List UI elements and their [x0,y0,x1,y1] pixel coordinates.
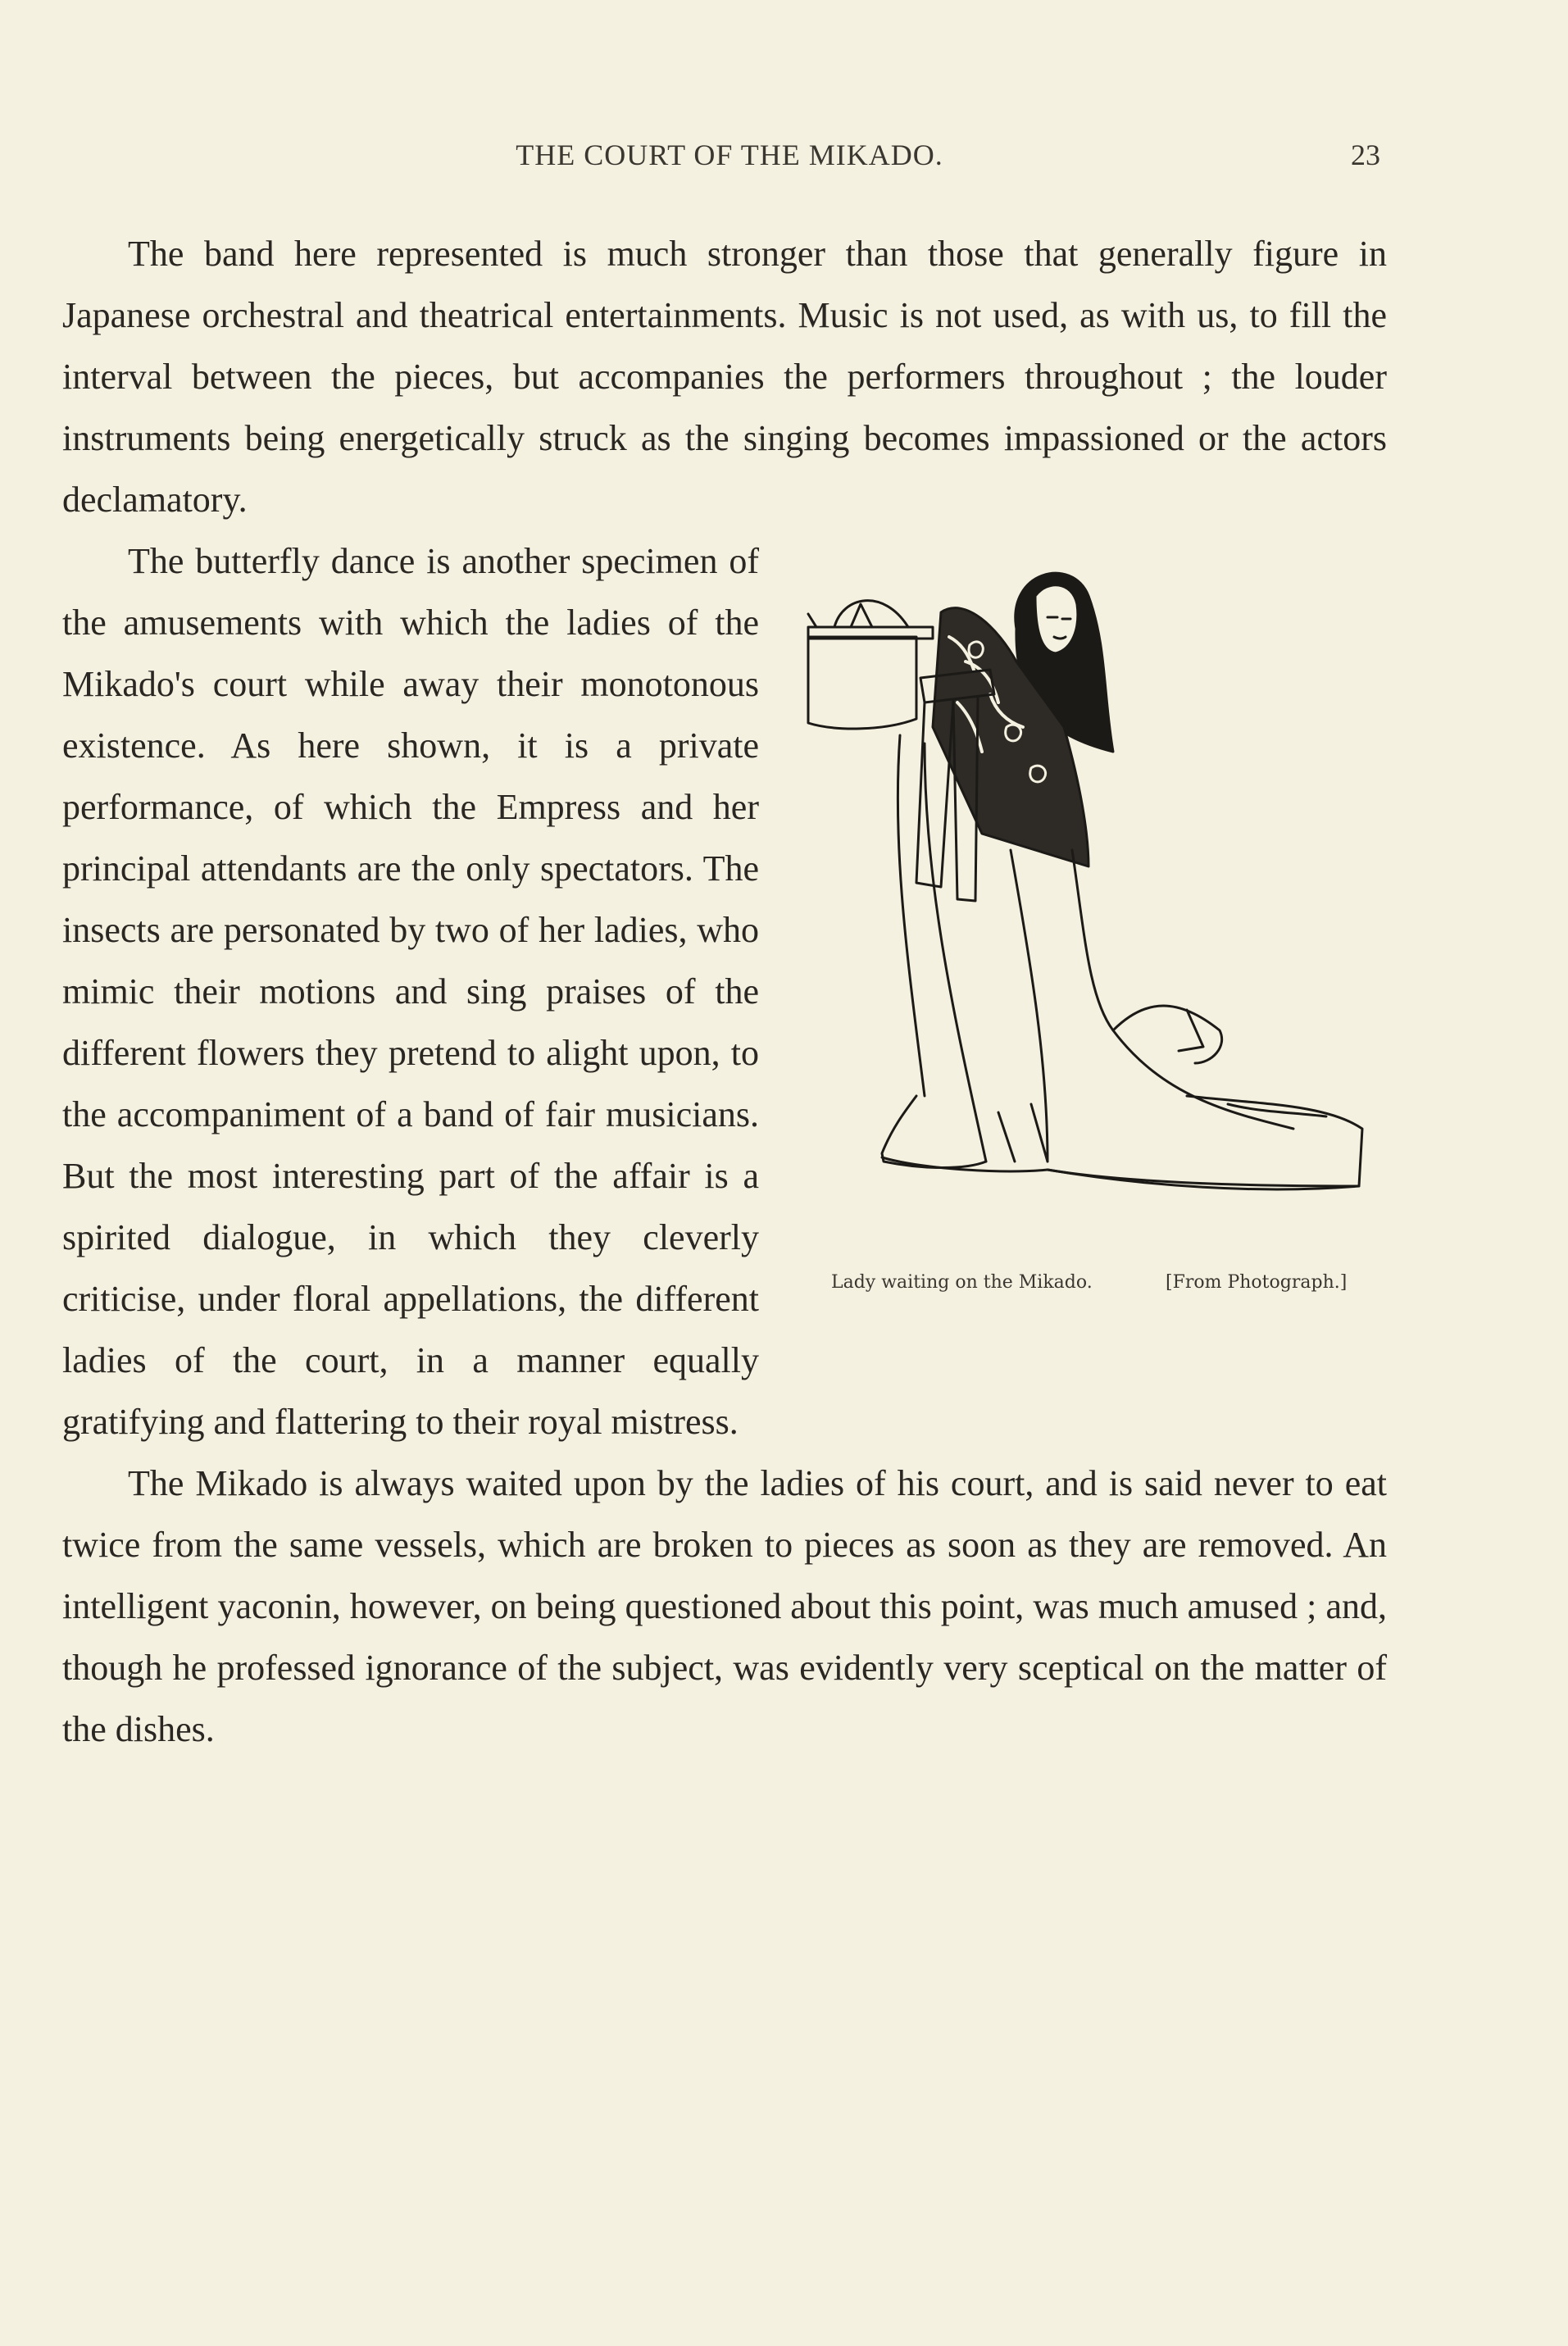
paragraph-band: The band here represented is much stronger than those that generally figure in Japanese orchestral and theatrical entertainments. Music is not used, as with us, to fill the interval between the pieces, but accompanies the performers throughout ; the louder instruments being energetically struck as the singing becomes impassioned or the actors declamatory. [62,234,1387,520]
caption-text: Lady waiting on the Mikado. [831,1272,1093,1293]
lady-illustration-image [802,539,1392,1293]
page-number: 23 [1351,139,1380,171]
running-title: THE COURT OF THE MIKADO. [516,139,943,171]
caption-credit: [From Photograph.] [1166,1272,1348,1293]
body-text [62,223,1387,1760]
paragraph-mikado: The Mikado is always waited upon by the ladies of his court, and is said never to eat twice from the same vessels, which are broken to pieces as soon as they are removed. An intelligent yaconin, however, on being questioned about this point, was much amused ; and, though he professed ignorance of the subject, was evidently very sceptical on the matter of the dishes. [62,1463,1387,1749]
running-head [0,138,1568,177]
figure-lady-waiting [802,539,1392,1358]
paragraph-butterfly: The butterfly dance is another specimen of the amusements with which the ladies of the Mikado's court while away their monotonous existence. As here shown, it is a private performance, of which the Empress and her principal attendants are the only spectators. The insects are personated by two of her ladies, who mimic their motions and sing praises of the different flowers they pretend to alight upon, to the accompaniment of a band of fair musicians. But the most interesting part of the affair is a spirited dialogue, in which they cleverly criticise, under floral appellations, the different ladies of the court, in a manner equally gratifying and flattering to their royal mistress. [62,541,759,1442]
